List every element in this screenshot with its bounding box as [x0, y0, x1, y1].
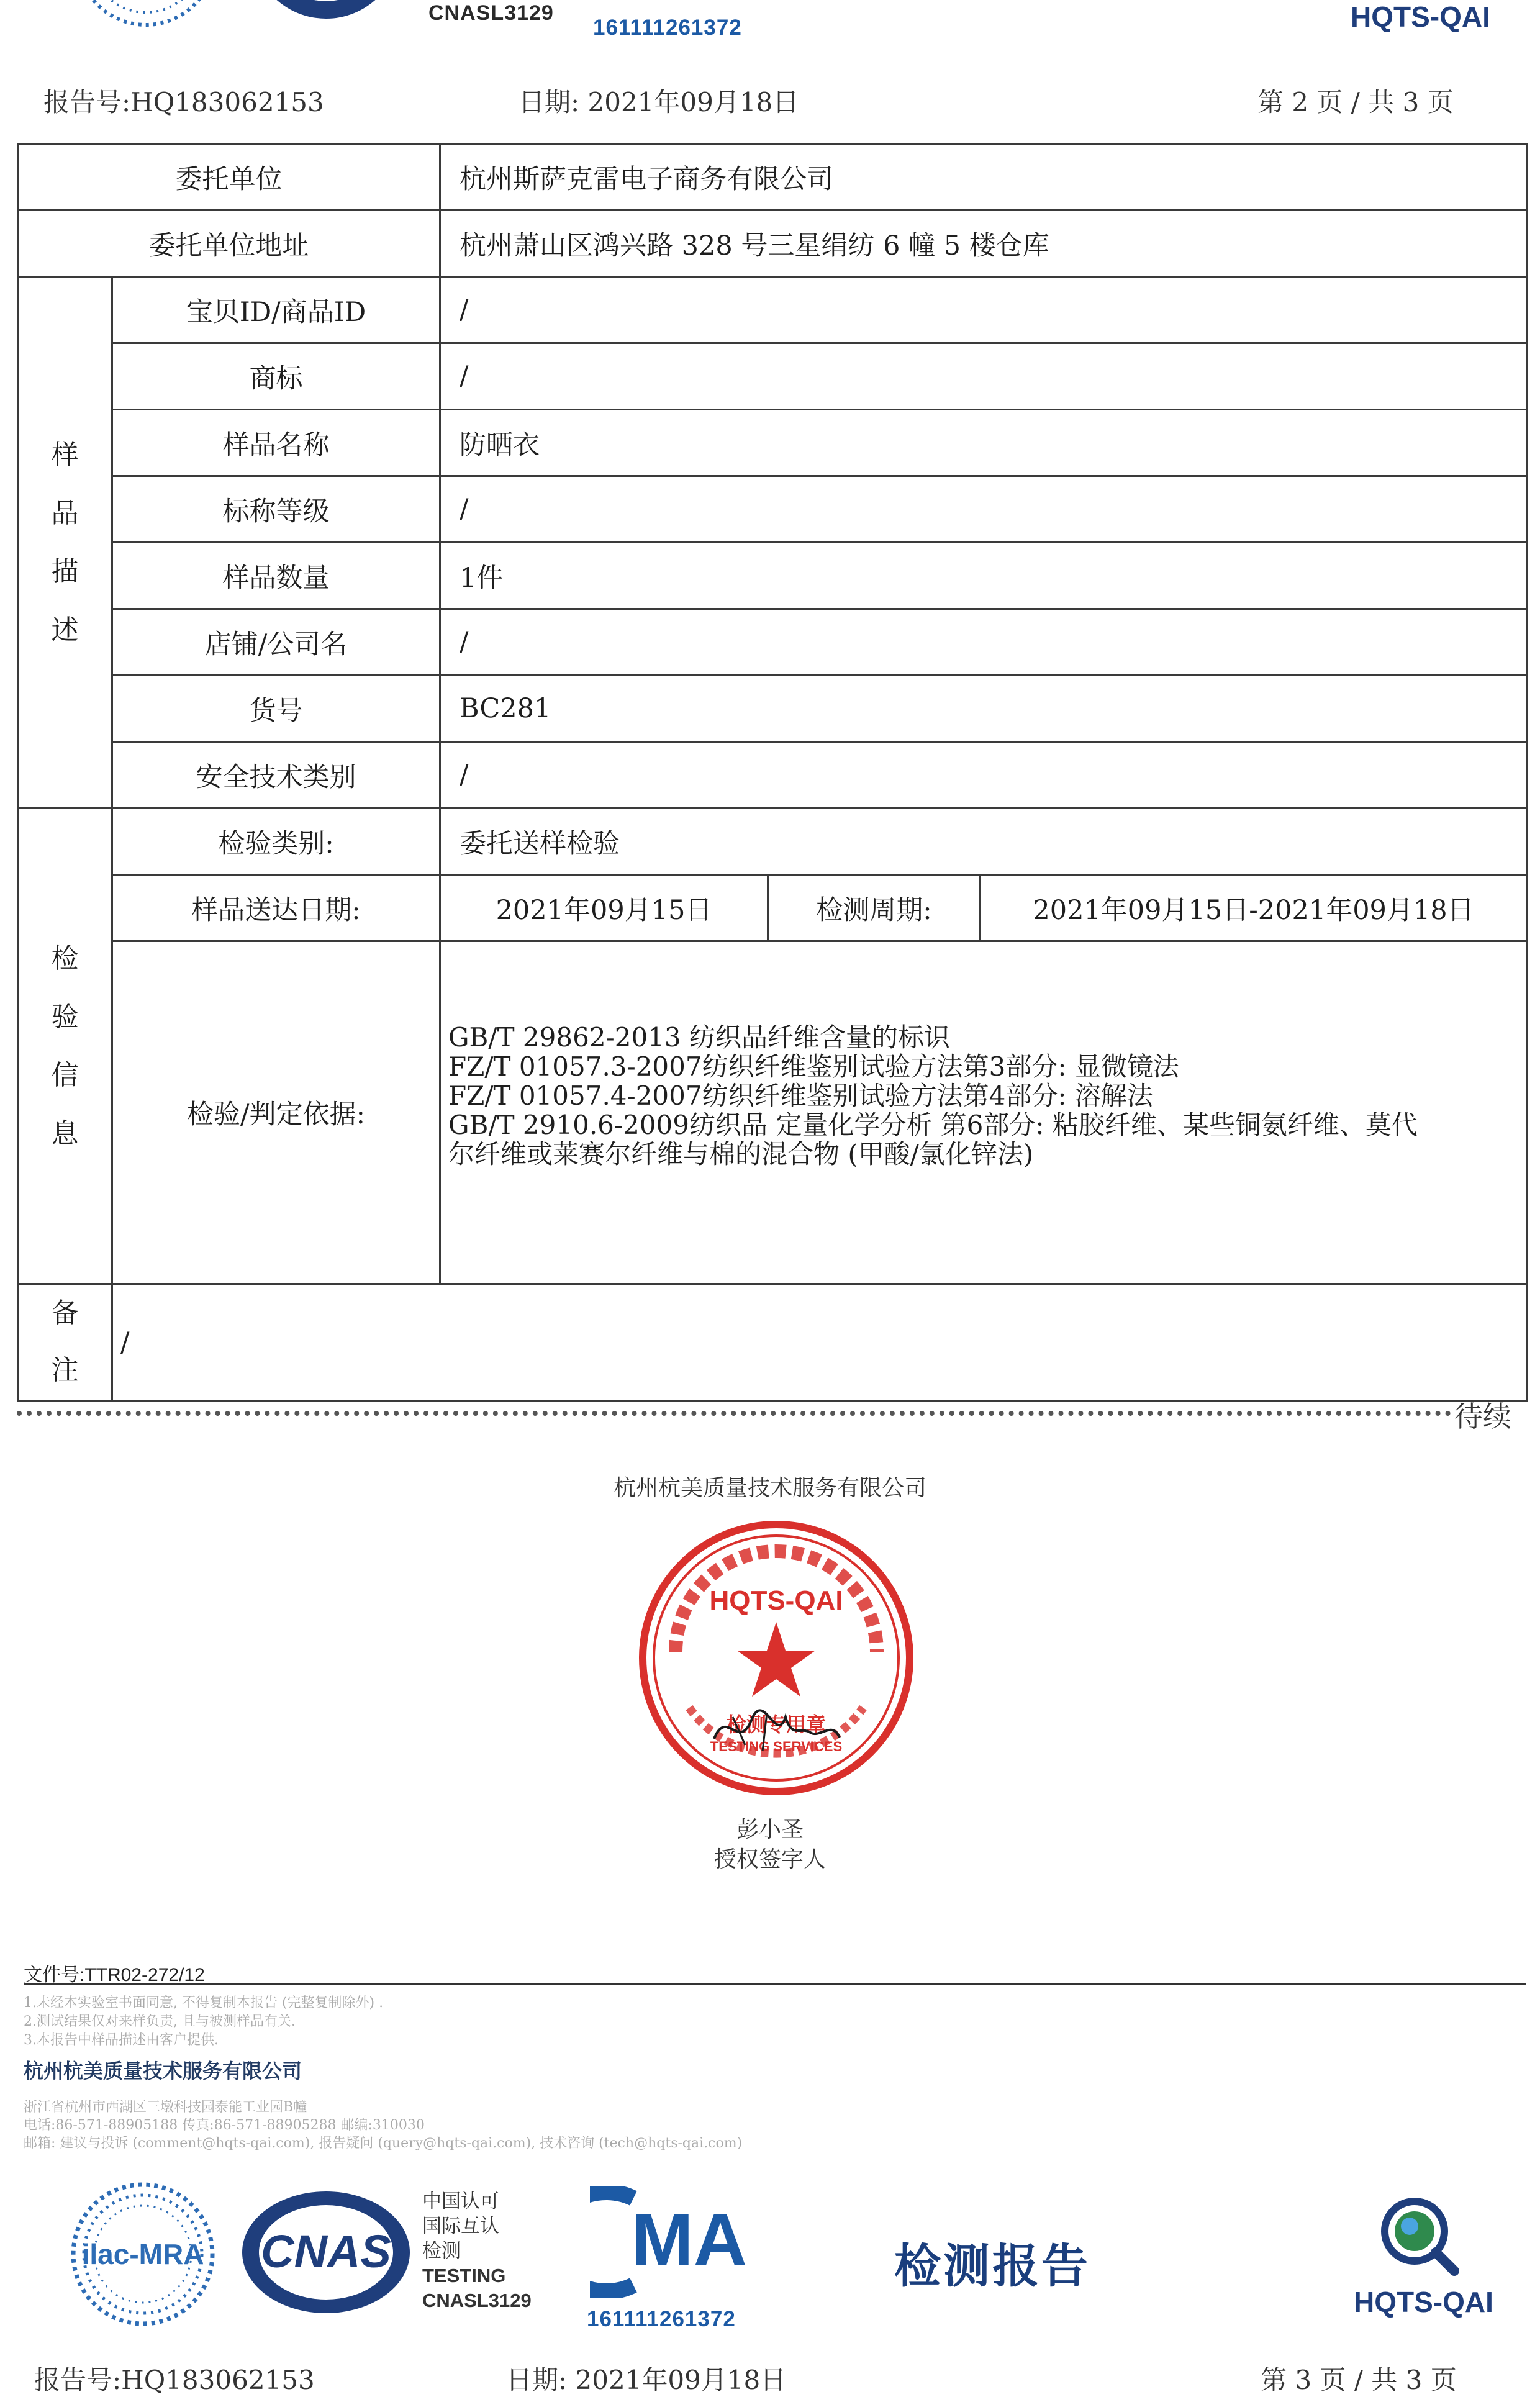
report-date: 日期: 2021年09月18日	[519, 87, 799, 117]
signer-name: 彭小圣	[736, 1817, 804, 1842]
table-row	[18, 875, 1527, 941]
cnas-caption-line: CNASL3129	[422, 2290, 532, 2311]
client-value: 杭州斯萨克雷电子商务有限公司	[440, 144, 1527, 211]
remarks-value: /	[112, 1284, 1527, 1401]
footer-email: 邮箱: 建议与投诉 (comment@hqts-qai.com), 报告疑问 (query@hqts-qai.com), 技术咨询 (tech@hqts-qai.com)	[24, 2136, 743, 2151]
received-date-label: 样品送达日期:	[112, 875, 440, 941]
client-label: 委托单位	[18, 144, 440, 211]
sample-label: 商标	[112, 343, 440, 410]
basis-line: GB/T 29862-2013 纺织品纤维含量的标识	[448, 1022, 950, 1053]
footer-divider	[24, 1983, 1526, 1985]
test-period-label: 检测周期:	[768, 875, 981, 941]
table-row	[18, 809, 1527, 875]
inspection-group-text: 检验信息	[51, 942, 79, 1149]
inspection-group-label	[18, 809, 112, 1284]
client-address-label: 委托单位地址	[18, 211, 440, 277]
test-period-value: 2021年09月15日-2021年09月18日	[981, 875, 1527, 941]
cma-number-top: 161111261372	[593, 16, 742, 40]
ilac-mra-logo-icon	[68, 2180, 217, 2329]
sample-group-label	[18, 277, 112, 809]
basis-line: FZ/T 01057.4-2007纺织纤维鉴别试验方法第4部分: 溶解法	[448, 1081, 1153, 1111]
footer-company: 杭州杭美质量技术服务有限公司	[24, 2059, 302, 2083]
table-row	[18, 941, 1527, 1284]
continuation-divider	[17, 1411, 1451, 1416]
table-row	[18, 476, 1527, 543]
seal-english: TESTING SERVICES	[710, 1739, 843, 1754]
footer-note: 3.本报告中样品描述由客户提供.	[24, 2032, 219, 2048]
table-row	[18, 1284, 1527, 1401]
cma-number: 161111261372	[587, 2307, 736, 2331]
sample-value: 1件	[440, 543, 1527, 609]
brand-top: HQTS-QAI	[1351, 1, 1490, 33]
remarks-label	[18, 1284, 112, 1401]
ilac-label: ilac-MRA	[81, 2238, 204, 2270]
report-table	[17, 143, 1528, 1402]
sample-value: /	[440, 742, 1527, 809]
cnas-caption-line: 中国认可	[422, 2190, 499, 2213]
inspection-type-label: 检验类别:	[112, 809, 440, 875]
report-title: 检测报告	[894, 2239, 1091, 2293]
report-date-bottom: 日期: 2021年09月18日	[506, 2365, 787, 2395]
table-row	[18, 211, 1527, 277]
ilac-logo-fragment-icon	[75, 0, 217, 31]
sample-value: /	[440, 476, 1527, 543]
report-number: 报告号:HQ183062153	[43, 87, 324, 117]
sample-label: 标称等级	[112, 476, 440, 543]
page-indicator-bottom: 第 3 页 / 共 3 页	[1261, 2365, 1457, 2395]
cnas-logo-fragment-icon	[248, 0, 404, 28]
sample-value: /	[440, 343, 1527, 410]
sample-value: /	[440, 609, 1527, 676]
table-row	[18, 343, 1527, 410]
file-number: 文件号:TTR02-272/12	[24, 1965, 205, 1985]
seal-purpose: 检测专用章	[726, 1713, 827, 1736]
sample-label: 货号	[112, 676, 440, 742]
sample-label: 样品名称	[112, 410, 440, 476]
report-number-bottom: 报告号:HQ183062153	[34, 2365, 315, 2395]
sample-value: /	[440, 277, 1527, 343]
cnas-logo-icon	[239, 2189, 413, 2316]
sample-group-text: 样品描述	[51, 438, 79, 646]
cnas-caption	[422, 2189, 532, 2313]
sample-label: 安全技术类别	[112, 742, 440, 809]
table-row	[18, 543, 1527, 609]
sample-label: 宝贝ID/商品ID	[112, 277, 440, 343]
signer-role: 授权签字人	[713, 1847, 826, 1872]
header-strip	[0, 0, 1540, 43]
sample-label: 店铺/公司名	[112, 609, 440, 676]
brand-bottom: HQTS-QAI	[1354, 2286, 1493, 2318]
table-row	[18, 410, 1527, 476]
footer-address: 浙江省杭州市西湖区三墩科技园泰能工业园B幢	[24, 2100, 307, 2115]
basis-line: FZ/T 01057.3-2007纺织纤维鉴别试验方法第3部分: 显微镜法	[448, 1051, 1179, 1082]
client-address-value: 杭州萧山区鸿兴路 328 号三星绢纺 6 幢 5 楼仓库	[440, 211, 1527, 277]
cma-label: MA	[631, 2198, 748, 2281]
table-row	[18, 609, 1527, 676]
hqts-globe-logo-icon	[1379, 2195, 1459, 2276]
sample-label: 样品数量	[112, 543, 440, 609]
basis-line: GB/T 2910.6-2009纺织品 定量化学分析 第6部分: 粘胶纤维、某些铜氨纤维、莫代	[448, 1110, 1418, 1140]
continuation-text: 待续	[1454, 1400, 1511, 1433]
cnas-caption-line: 检测	[422, 2240, 461, 2262]
inspection-type-value: 委托送样检验	[440, 809, 1527, 875]
signature-icon	[708, 1701, 845, 1757]
cnas-label: CNAS	[261, 2226, 391, 2277]
table-row	[18, 277, 1527, 343]
basis-line: 尔纤维或莱赛尔纤维与棉的混合物 (甲酸/氯化锌法)	[448, 1139, 1034, 1169]
table-row	[18, 742, 1527, 809]
remarks-label-text: 备注	[51, 1297, 79, 1386]
footer-note: 1.未经本实验室书面同意, 不得复制本报告 (完整复制除外) .	[24, 1995, 384, 2011]
footer-phone: 电话:86-571-88905188 传真:86-571-88905288 邮编:310030	[24, 2118, 425, 2133]
cnas-caption-line: TESTING	[422, 2265, 506, 2286]
company-name: 杭州杭美质量技术服务有限公司	[613, 1475, 926, 1501]
page-indicator: 第 2 页 / 共 3 页	[1257, 87, 1454, 117]
table-row	[18, 144, 1527, 211]
cma-logo-icon	[590, 2186, 751, 2298]
sample-value: 防晒衣	[440, 410, 1527, 476]
basis-value	[440, 941, 1527, 1284]
company-seal	[627, 1509, 925, 1807]
seal-star-icon	[737, 1622, 815, 1697]
cnas-code-top: CNASL3129	[428, 1, 554, 25]
received-date-value: 2021年09月15日	[440, 875, 768, 941]
seal-brand: HQTS-QAI	[709, 1585, 843, 1616]
basis-label: 检验/判定依据:	[112, 941, 440, 1284]
sample-value: BC281	[440, 676, 1527, 742]
table-row	[18, 676, 1527, 742]
footer-note: 2.测试结果仅对来样负责, 且与被测样品有关.	[24, 2014, 296, 2029]
cnas-caption-line: 国际互认	[422, 2215, 499, 2237]
